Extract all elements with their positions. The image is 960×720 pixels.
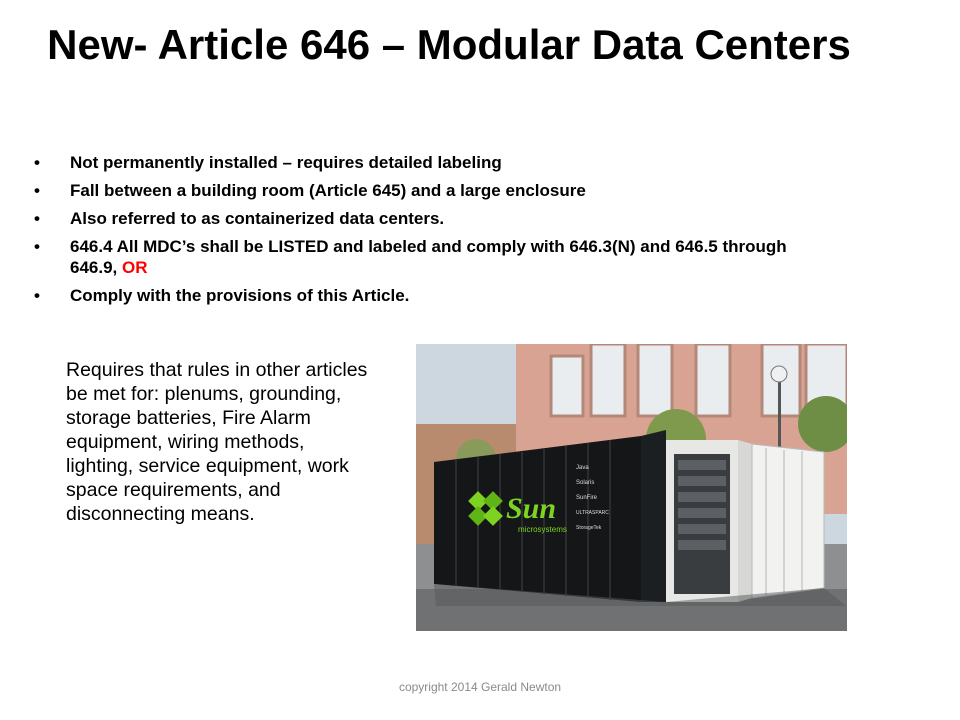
bullet-text: Comply with the provisions of this Article.: [70, 286, 410, 305]
bullet-item: [30, 208, 830, 229]
bullet-icon: •: [34, 237, 40, 256]
bullet-list: [30, 152, 830, 313]
bullet-item: [30, 180, 830, 201]
photo-label: StorageTek: [576, 525, 602, 531]
photo-label: SunFire: [576, 495, 598, 501]
bullet-item: [30, 285, 830, 306]
bullet-icon: •: [34, 181, 40, 200]
logo-subtext: microsystems: [518, 525, 567, 534]
bullet-item: [30, 152, 830, 173]
bullet-item: [30, 236, 830, 278]
copyright-footer: copyright 2014 Gerald Newton: [398, 680, 562, 694]
slide-title: New- Article 646 – Modular Data Centers: [47, 21, 851, 68]
photo-label: Java: [576, 465, 589, 471]
bullet-text: 646.4 All MDC’s shall be LISTED and labeled and comply with 646.3(N) and 646.5 through 646.9,: [70, 237, 787, 277]
photo-label: ULTRASPARC: [576, 510, 609, 516]
bullet-icon: •: [34, 286, 40, 305]
bullet-icon: •: [34, 153, 40, 172]
bullet-text: Also referred to as containerized data centers.: [70, 209, 445, 228]
container-photo: [416, 344, 847, 631]
photo-label: Solaris: [576, 480, 595, 486]
bullet-text: Fall between a building room (Article 645) and a large enclosure: [70, 181, 586, 200]
logo-text: Sun: [506, 492, 557, 525]
requirements-text: Requires that rules in other articles be met for: plenums, grounding, storage batteries, Fire Alarm equipment, wiring methods, lighting, service equipment, work space requirements, and disconnecting means.: [66, 359, 368, 525]
bullet-icon: •: [34, 209, 40, 228]
bullet-highlight: OR: [122, 258, 148, 277]
bullet-text: Not permanently installed – requires detailed labeling: [70, 153, 502, 172]
container-illustration: [416, 344, 847, 631]
